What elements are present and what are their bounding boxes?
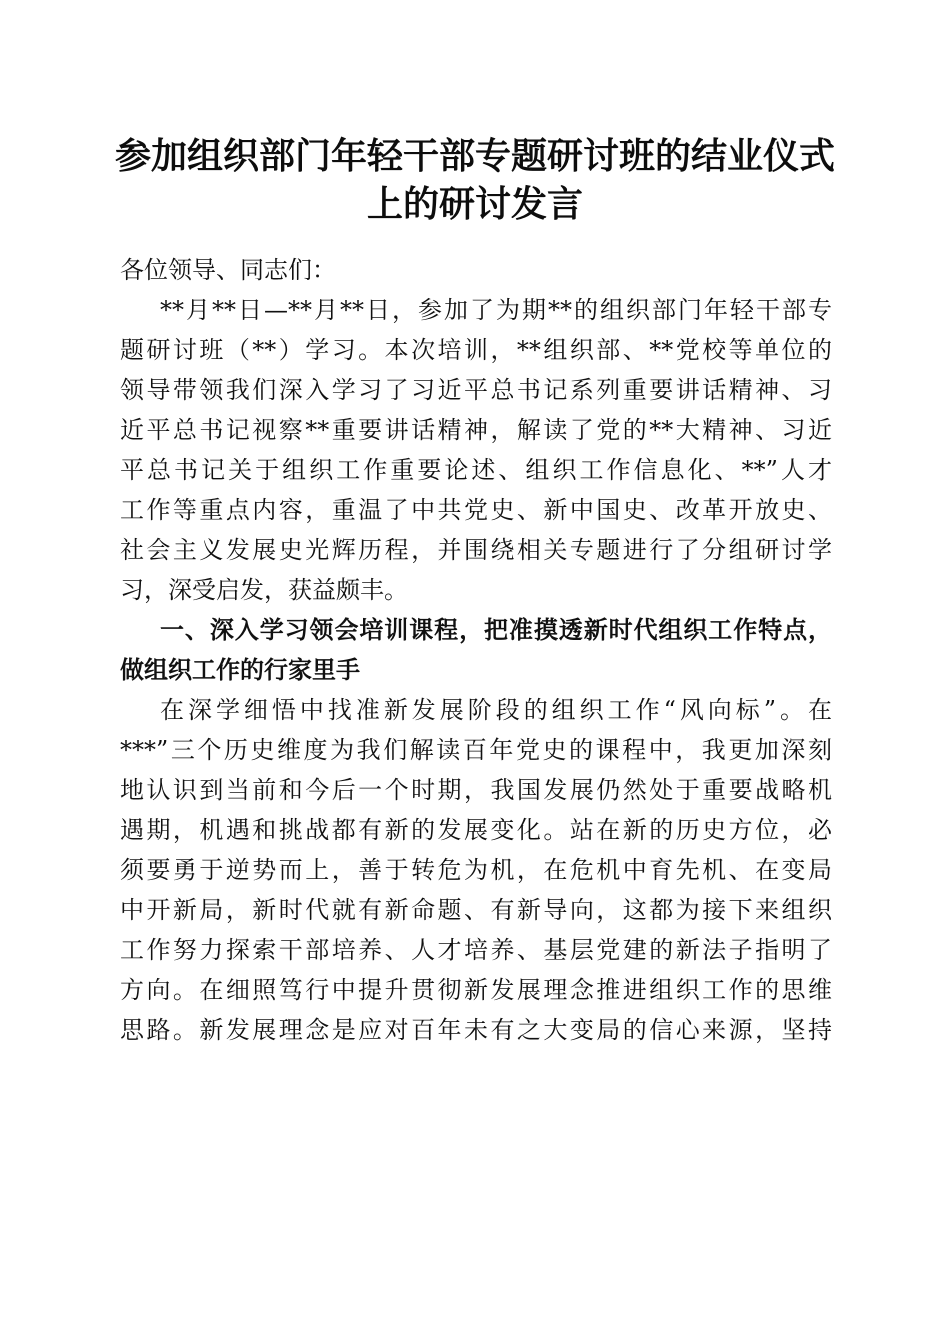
paragraph-2 xyxy=(120,690,832,1050)
paragraph-2-line: 工作努力探索干部培养、人才培养、基层党建的新法子指明了 xyxy=(120,936,832,964)
greeting: 各位领导、同志们： xyxy=(120,256,336,284)
paragraph-2-line: 在深学细悟中找准新发展阶段的组织工作“风向标”。在 xyxy=(160,696,832,724)
section-heading-1-line: 一、深入学习领会培训课程，把准摸透新时代组织工作特点， xyxy=(160,616,832,644)
paragraph-2-line: 遇期，机遇和挑战都有新的发展变化。站在新的历史方位，必 xyxy=(120,816,832,844)
paragraph-2-line: ***”三个历史维度为我们解读百年党史的课程中，我更加深刻 xyxy=(120,736,832,764)
title-line-2: 上的研讨发言 xyxy=(366,183,583,225)
document-title xyxy=(100,132,850,228)
paragraph-1-line: 工作等重点内容，重温了中共党史、新中国史、改革开放史、 xyxy=(120,496,832,524)
paragraph-2-line: 中开新局，新时代就有新命题、有新导向，这都为接下来组织 xyxy=(120,896,832,924)
paragraph-2-line: 思路。新发展理念是应对百年未有之大变局的信心来源，坚持 xyxy=(120,1016,832,1044)
document-body xyxy=(120,250,832,1050)
paragraph-2-line: 须要勇于逆势而上，善于转危为机，在危机中育先机、在变局 xyxy=(120,856,832,884)
paragraph-1-line: 习，深受启发，获益颇丰。 xyxy=(120,576,408,604)
paragraph-2-line: 地认识到当前和今后一个时期，我国发展仍然处于重要战略机 xyxy=(120,776,832,804)
paragraph-2-line: 方向。在细照笃行中提升贯彻新发展理念推进组织工作的思维 xyxy=(120,976,832,1004)
section-heading-1 xyxy=(120,610,832,690)
paragraph-1-line: 近平总书记视察**重要讲话精神，解读了党的**大精神、习近 xyxy=(120,416,832,444)
paragraph-1 xyxy=(120,290,832,610)
paragraph-1-line: 社会主义发展史光辉历程，并围绕相关专题进行了分组研讨学 xyxy=(120,536,832,564)
paragraph-1-line: **月**日—**月**日，参加了为期**的组织部门年轻干部专 xyxy=(160,296,832,324)
paragraph-1-line: 平总书记关于组织工作重要论述、组织工作信息化、**”人才 xyxy=(120,456,832,484)
paragraph-1-line: 领导带领我们深入学习了习近平总书记系列重要讲话精神、习 xyxy=(120,376,832,404)
section-heading-1-line: 做组织工作的行家里手 xyxy=(120,656,360,684)
paragraph-1-line: 题研讨班（**）学习。本次培训，**组织部、**党校等单位的 xyxy=(120,336,832,364)
title-line-1: 参加组织部门年轻干部专题研讨班的结业仪式 xyxy=(114,135,835,177)
